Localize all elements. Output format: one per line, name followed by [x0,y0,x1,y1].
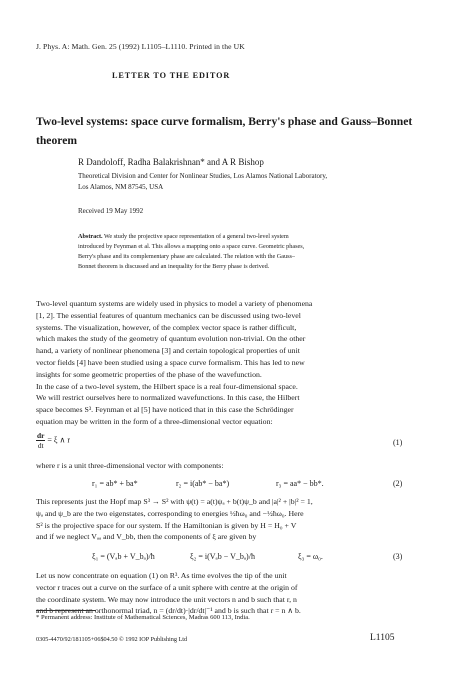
body-line: which makes the study of the geometry of quantum evolution non-trivial. On the other [36,334,306,344]
body-line: the coordinate system. We may now introduce the unit vectors n and b such that r, n [36,594,297,604]
eq3-xi1: ξ₁ = (Vₐb + V_bₐ)/ħ [92,552,155,561]
affiliation-line: Theoretical Division and Center for Nonlinear Studies, Los Alamos National Laboratory, [78,172,328,180]
abstract-line: Bonnet theorem is discussed and an inequality for the Berry phase is derived. [78,263,270,270]
body-line: vector fields [4] have been studied using a space curve formalism. This has led to new [36,357,305,367]
eq3-xi3: ξ₃ = ω₀. [298,552,323,561]
authors: R Dandoloff, Radha Balakrishnan* and A R Bishop [78,157,264,167]
abstract-line: Berry's phase and its complementary phase are calculated. The relation with the Gauss– [78,253,295,260]
body-line: This represents just the Hopf map S³ → S² with ψ(t) = a(t)ψₐ + b(t)ψ_b and |a|² + |b|² = 1, [36,497,313,506]
footnote-rule [36,610,96,611]
fraction-numerator: dr [37,431,45,440]
body-line: and b represent an orthonormal triad, n = (dr/dt)·|dr/dt|⁻¹ and b is such that r = n ∧ b. [36,606,301,616]
eq2-r1: r₁ = ab* + ba* [92,479,138,488]
body-line: ψₐ and ψ_b are the two eigenstates, corresponding to energies ½ħω₀ and −½ħω₀. Here [36,508,304,518]
body-line: [1, 2]. The essential features of quantum mechanics can be discussed using two-level [36,310,301,320]
eq2-r3: r₃ = aa* − bb*. [276,479,324,488]
body-line-text: where r is a unit three-dimensional vector with components: [36,461,224,470]
eq3-xi2: ξ₂ = i(Vₐb − V_bₐ)/ħ [190,552,255,561]
copyright-line: 0305-4470/92/181105+06$04.50 © 1992 IOP Publishing Ltd [36,636,188,643]
body-line: vector r traces out a curve on the surface of a unit sphere with centre at the origin of [36,582,298,592]
equation-number: (3) [393,552,403,561]
body-line [36,460,407,472]
section-label: LETTER TO THE EDITOR [112,71,231,80]
eq2-r2: r₂ = i(ab* − ba*) [176,479,230,488]
body-line: hand, a variety of nonlinear phenomena [3] and certain topological properties of unit [36,346,300,356]
body-line: insights for some geometric properties of the phase of the wavefunction. [36,369,262,379]
body-line: systems. The visualization, however, of the complex vector space is rather difficult, [36,322,297,332]
body-line: space becomes S³. Feynman et al [5] have noticed that in this case the Schrödinger [36,405,294,415]
journal-header: J. Phys. A: Math. Gen. 25 (1992) L1105–L1110. Printed in the UK [36,42,245,51]
abstract-line: We study the projective space representation of a general two-level system [102,233,289,240]
equation-number: (2) [393,479,403,488]
derivative-fraction [36,431,45,450]
body-line: and if we neglect Vₐₐ and V_bb, then the components of ξ are given by [36,532,257,542]
body-line: Let us now concentrate on equation (1) on R³. As time evolves the tip of the unit [36,571,287,580]
equation-number: (1) [393,438,403,447]
page-number: L1105 [370,633,395,643]
abstract-line: introduced by Feynman et al. This allows a mapping onto a space curve. Geometric phases, [78,243,305,250]
body-line: In the case of a two-level system, the Hilbert space is a real four-dimensional space. [36,381,298,391]
abstract-label: Abstract. [78,233,103,240]
received-date: Received 19 May 1992 [78,207,144,215]
body-line: S² is the projective space for our system. If the Hamiltonian is given by H = H₀ + V [36,520,297,530]
paper-title: Two-level systems: space curve formalism, Berry's phase and Gauss–Bonnet theorem [36,115,413,147]
affiliation-line: Los Alamos, NM 87545, USA [78,183,164,191]
fraction-denominator: dt [37,441,44,450]
body-paragraph-2 [36,496,407,543]
body-line: Two-level quantum systems are widely used in physics to model a variety of phenomena [36,299,313,308]
equation-rhs: = ξ ∧ r [47,435,71,445]
body-line: equation may be written in the form of a three-dimensional vector equation: [36,416,273,426]
abstract [78,232,403,272]
affiliation [78,171,398,193]
footnote: * Permanent address: Institute of Mathematical Sciences, Madras 600 113, India. [36,614,250,621]
body-paragraph-1 [36,298,407,428]
body-line: We will restrict ourselves here to normalized wavefunctions. In this case, the Hilbert [36,393,300,403]
equation-1 [36,431,70,450]
